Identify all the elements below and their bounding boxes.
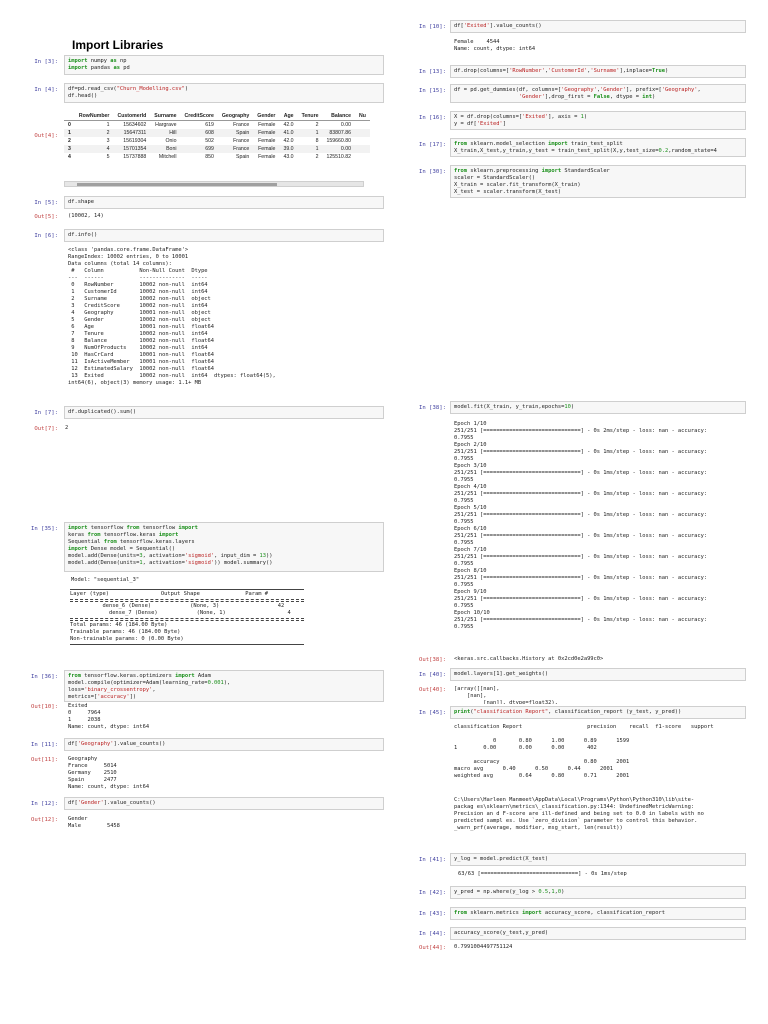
table-cell: 619 <box>205 122 214 128</box>
cell-prompt: In [3]: <box>34 59 58 65</box>
table-row <box>64 145 370 153</box>
table-column-header: CreditScore <box>180 112 217 121</box>
cell-prompt: In [11]: <box>31 742 58 748</box>
table-cell: 3 <box>106 138 110 144</box>
table-cell: 699 <box>180 145 217 153</box>
cell-out-prompt: Out[5]: <box>34 214 58 220</box>
cell-prompt: In [45]: <box>419 710 446 716</box>
code-cell-dummies[interactable]: df = pd.get_dummies(df, columns=['Geography','Gender'], prefix=['Geography', 'Gender'],drop_first = False, dtype = int) <box>450 84 746 103</box>
cell-prompt: In [41]: <box>419 857 446 863</box>
cell-output-info: <class 'pandas.core.frame.DataFrame'> RangeIndex: 10002 entries, 0 to 10001 Data columns (total 14 columns): # Column Non-Null Count Dtype --- ------ -------------- ----- 0 RowNumber 10002 non-null int64 1 CustomerId 10002 non-null int64 2 Surname 10002 non-null object 3 CreditScore 10002 non-null int64 4 Geography 10001 non-null object 5 Gender 10002 non-null object 6 Age 10001 non-null float64 7 Tenure 10002 non-null int64 8 Balance 10002 non-null float64 9 NumOfProducts 10002 non-null int64 10 HasCrCard 10001 non-null float64 11 IsActiveMember 10001 non-null float64 12 EstimatedSalary 10002 non-null float64 13 Exited 10002 non-null int64 dtypes: float64(5), int64(6), object(3) memory usage: 1.1+ MB <box>68 247 276 386</box>
code-cell-metrics-import[interactable]: from sklearn.metrics import accuracy_score, classification_report <box>450 907 746 920</box>
cell-out-prompt: Out[10]: <box>31 704 58 710</box>
cell-output: (10002, 14) <box>68 213 104 219</box>
table-column-header: Age <box>279 112 297 121</box>
cell-output: 63/63 [==============================] - 0s 1ms/step <box>458 871 627 877</box>
table-column-header <box>64 112 75 121</box>
cell-out-prompt: Out[38]: <box>419 657 446 663</box>
table-cell: Female <box>258 154 276 160</box>
cell-prompt: In [13]: <box>419 69 446 75</box>
table-cell: 850 <box>205 154 214 160</box>
table-cell: 83807.86 <box>322 129 355 137</box>
table-cell: 41.0 <box>279 129 297 137</box>
table-column-header: Surname <box>150 112 180 121</box>
table-cell: 8 <box>315 138 319 144</box>
table-column-header: Gender <box>253 112 279 121</box>
code-cell-gender[interactable]: df['Gender'].value_counts() <box>64 797 384 810</box>
horizontal-scrollbar[interactable] <box>64 181 364 187</box>
table-cell: 0 <box>68 122 71 128</box>
cell-prompt: In [4]: <box>34 87 58 93</box>
cell-prompt: In [10]: <box>419 24 446 30</box>
summary-footer: Total params: 46 (184.00 Byte) Trainable params: 46 (184.00 Byte) Non-trainable params: 0 (0.00 Byte) <box>70 622 184 642</box>
table-cell: 42.0 <box>283 138 294 144</box>
model-name: Model: "sequential_3" <box>71 577 140 583</box>
table-cell: France <box>233 122 250 128</box>
summary-header: Layer (type) Output Shape Param # <box>70 591 268 597</box>
scrollbar-thumb[interactable] <box>77 183 277 186</box>
cell-prompt: In [35]: <box>31 526 58 532</box>
cell-prompt: In [6]: <box>34 233 58 239</box>
cell-output: Exited 0 7964 1 2038 Name: count, dtype: int64 <box>68 703 150 730</box>
dataframe-table <box>64 112 364 161</box>
table-column-header: CustomerId <box>113 112 150 121</box>
table-cell: Boni <box>150 145 180 153</box>
table-cell: 4 <box>75 145 114 153</box>
code-cell-predict[interactable]: y_log = model.predict(X_test) <box>450 853 746 866</box>
cell-prompt: In [15]: <box>419 88 446 94</box>
cell-out-prompt: Out[4]: <box>34 133 58 139</box>
table-cell <box>355 129 370 137</box>
cell-output: Female 4544 Name: count, dtype: int64 <box>454 39 536 52</box>
table-column-header: RowNumber <box>75 112 114 121</box>
table-row <box>64 137 370 145</box>
table-cell: 0.00 <box>340 122 352 128</box>
table-cell: 2 <box>75 129 114 137</box>
table-cell: Female <box>258 138 276 144</box>
model-summary <box>70 588 304 646</box>
code-cell-shape[interactable]: df.shape <box>64 196 384 209</box>
cell-prompt: In [42]: <box>419 890 446 896</box>
page-title: Import Libraries <box>72 38 164 52</box>
cell-out-prompt: Out[11]: <box>31 757 58 763</box>
table-cell: 39.0 <box>279 145 297 153</box>
table-cell: 4 <box>68 154 71 160</box>
cell-prompt: In [16]: <box>419 115 446 121</box>
table-column-header: Geography <box>218 112 253 121</box>
table-cell: 2 <box>315 154 319 160</box>
cell-prompt: In [17]: <box>419 142 446 148</box>
table-cell: Spain <box>218 129 253 137</box>
cell-prompt: In [43]: <box>419 911 446 917</box>
code-cell-imports[interactable]: import numpy as np import pandas as pd <box>64 55 384 75</box>
table-cell <box>355 137 370 145</box>
table-row <box>64 121 370 130</box>
table-cell: 2 <box>68 138 71 144</box>
table-row <box>64 129 370 137</box>
table-cell: 15619304 <box>123 138 147 144</box>
cell-out-prompt: Out[7]: <box>34 426 58 432</box>
code-cell-report[interactable]: print("classification Report", classification_report (y_test, y_pred)) <box>450 706 746 719</box>
table-column-header: Tenure <box>298 112 323 121</box>
table-cell: France <box>233 138 250 144</box>
table-cell <box>355 153 370 161</box>
code-cell-geography[interactable]: df['Geography'].value_counts() <box>64 738 384 751</box>
table-cell: Female <box>253 129 279 137</box>
table-cell: 1 <box>298 129 323 137</box>
table-cell: 15634602 <box>123 122 147 128</box>
code-cell-xy[interactable]: X = df.drop(columns=['Exited'], axis = 1) y = df['Exited'] <box>450 111 746 130</box>
code-cell-drop[interactable]: df.drop(columns=['RowNumber','CustomerId','Surname'],inplace=True) <box>450 65 746 78</box>
cell-prompt: In [5]: <box>34 200 58 206</box>
code-cell-accuracy[interactable]: accuracy_score(y_test,y_pred) <box>450 927 746 940</box>
table-cell: Mitchell <box>158 154 177 160</box>
table-cell: Female <box>258 122 276 128</box>
table-cell: 15701354 <box>113 145 150 153</box>
table-cell: 3 <box>64 145 75 153</box>
table-cell: 1 <box>64 129 75 137</box>
code-cell-info[interactable]: df.info() <box>64 229 384 242</box>
code-cell-fit[interactable]: model.fit(X_train, y_train,epochs=10) <box>450 401 746 414</box>
table-cell: 42.0 <box>283 122 294 128</box>
cell-prompt: In [44]: <box>419 931 446 937</box>
table-cell: 43.0 <box>283 154 294 160</box>
table-cell: 502 <box>205 138 214 144</box>
table-cell: France <box>218 145 253 153</box>
code-cell-weights[interactable]: model.layers[1].get_weights() <box>450 668 746 681</box>
table-row <box>64 153 370 161</box>
code-cell-split[interactable]: from sklearn.model_selection import train_test_split X_train,X_test,y_train,y_test = train_test_split(X,y,test_size=0.2,random_state=4 <box>450 138 746 157</box>
cell-out-prompt: Out[12]: <box>31 817 58 823</box>
code-cell-compile[interactable]: from tensorflow.keras.optimizers import Adam model.compile(optimizer=Adam(learning_rate=0.001), loss='binary_crossentropy', metrics=['accuracy']) <box>64 670 384 702</box>
table-cell: 608 <box>180 129 217 137</box>
table-cell: 159660.80 <box>326 138 352 144</box>
warning-output: C:\Users\Harleen Manmeet\AppData\Local\Programs\Python\Python310\lib\site- packag es\sklearn\metrics\_classification.py:1344: UndefinedMetricWarning: Precision an d F-score are ill-defined and being set to 0.0 in labels with no predicted sampl es. Use `zero_division` parameter to control this behavior. _warn_prf(average, modifier, msg_start, len(result)) <box>454 797 704 831</box>
table-cell: 0.00 <box>322 145 355 153</box>
table-cell: 15737888 <box>123 154 147 160</box>
code-cell-duplicated[interactable]: df.duplicated().sum() <box>64 406 384 419</box>
cell-output: [array([[nan], [nan], [nan]], dtype=float32), <box>454 686 558 704</box>
table-column-header: Nu <box>355 112 370 121</box>
cell-prompt: In [7]: <box>34 410 58 416</box>
table-cell: 15647311 <box>113 129 150 137</box>
table-cell <box>355 121 370 130</box>
cell-output: <keras.src.callbacks.History at 0x2cd0e2a99c0> <box>454 656 604 662</box>
code-cell-where[interactable]: y_pred = np.where(y_log > 0.5,1,0) <box>450 886 746 899</box>
cell-out-prompt: Out[40]: <box>419 687 446 693</box>
cell-prompt: In [36]: <box>31 674 58 680</box>
cell-prompt: In [40]: <box>419 672 446 678</box>
cell-prompt: In [12]: <box>31 801 58 807</box>
table-cell: Female <box>253 145 279 153</box>
table-cell <box>355 145 370 153</box>
table-cell: Hargrave <box>155 122 177 128</box>
summary-rows: dense_6 (Dense) (None, 3) 42 dense_7 (Dense) (None, 1) 4 <box>102 603 291 616</box>
code-cell-exited[interactable]: df['Exited'].value_counts() <box>450 20 746 33</box>
table-column-header: Balance <box>322 112 355 121</box>
cell-out-prompt: Out[44]: <box>419 945 446 951</box>
cell-prompt: In [30]: <box>419 169 446 175</box>
cell-output: 0.7991004497751124 <box>454 944 513 950</box>
cell-output: Gender Male 5458 <box>68 816 120 829</box>
training-log: Epoch 1/10 251/251 [==============================] - 0s 2ms/step - loss: nan - accuracy: 0.7955 Epoch 2/10 251/251 [==============================] - 0s 1ms/step - loss: nan - accuracy: 0.7955 Epoch 3/10 251/251 [==============================] - 0s 1ms/step - loss: nan - accuracy: 0.7955 Epoch 4/10 251/251 [==============================] - 0s 1ms/step - loss: nan - accuracy: 0.7955 Epoch 5/10 251/251 [==============================] - 0s 1ms/step - loss: nan - accuracy: 0.7955 Epoch 6/10 251/251 [==============================] - 0s 1ms/step - loss: nan - accuracy: 0.7955 Epoch 7/10 251/251 [==============================] - 0s 1ms/step - loss: nan - accuracy: 0.7955 Epoch 8/10 251/251 [==============================] - 0s 1ms/step - loss: nan - accuracy: 0.7955 Epoch 9/10 251/251 [==============================] - 0s 1ms/step - loss: nan - accuracy: 0.7955 Epoch 10/10 251/251 [==============================] - 0s 1ms/step - loss: nan - accuracy: 0.7955 <box>454 421 708 630</box>
code-cell-model[interactable]: import tensorflow from tensorflow import keras from tensorflow.keras import Sequential from tensorflow.keras.layers import Dense model = Sequential() model.add(Dense(units=3, activation='sigmoid', input_dim = 13)) model.add(Dense(units=1, activation='sigmoid')) model.summary() <box>64 522 384 572</box>
table-cell: 1 <box>298 145 323 153</box>
code-cell-read-csv[interactable]: df=pd.read_csv("Churn_Modelling.csv") df.head() <box>64 83 384 103</box>
cell-output: 2 <box>65 425 69 431</box>
table-cell: Onio <box>165 138 177 144</box>
cell-prompt: In [38]: <box>419 405 446 411</box>
table-cell: 125510.82 <box>326 154 352 160</box>
table-cell: 2 <box>315 122 319 128</box>
table-cell: 1 <box>106 122 110 128</box>
code-cell-scaler[interactable]: from sklearn.preprocessing import StandardScaler scaler = StandardScaler() X_train = scaler.fit_transform(X_train) X_test = scaler.transform(X_test) <box>450 165 746 198</box>
classification-report: classification Report precision recall f1-score support 0 0.80 1.00 0.89 1599 1 0.00 0.00 0.00 402 accuracy 0.80 2001 macro avg 0.40 0.50 0.44 2001 weighted avg 0.64 0.80 0.71 2001 <box>454 724 714 779</box>
table-cell: Hill <box>150 129 180 137</box>
cell-output: Geography France 5014 Germany 2510 Spain 2477 Name: count, dtype: int64 <box>68 756 150 790</box>
table-cell: Spain <box>236 154 250 160</box>
table-cell: 5 <box>106 154 110 160</box>
